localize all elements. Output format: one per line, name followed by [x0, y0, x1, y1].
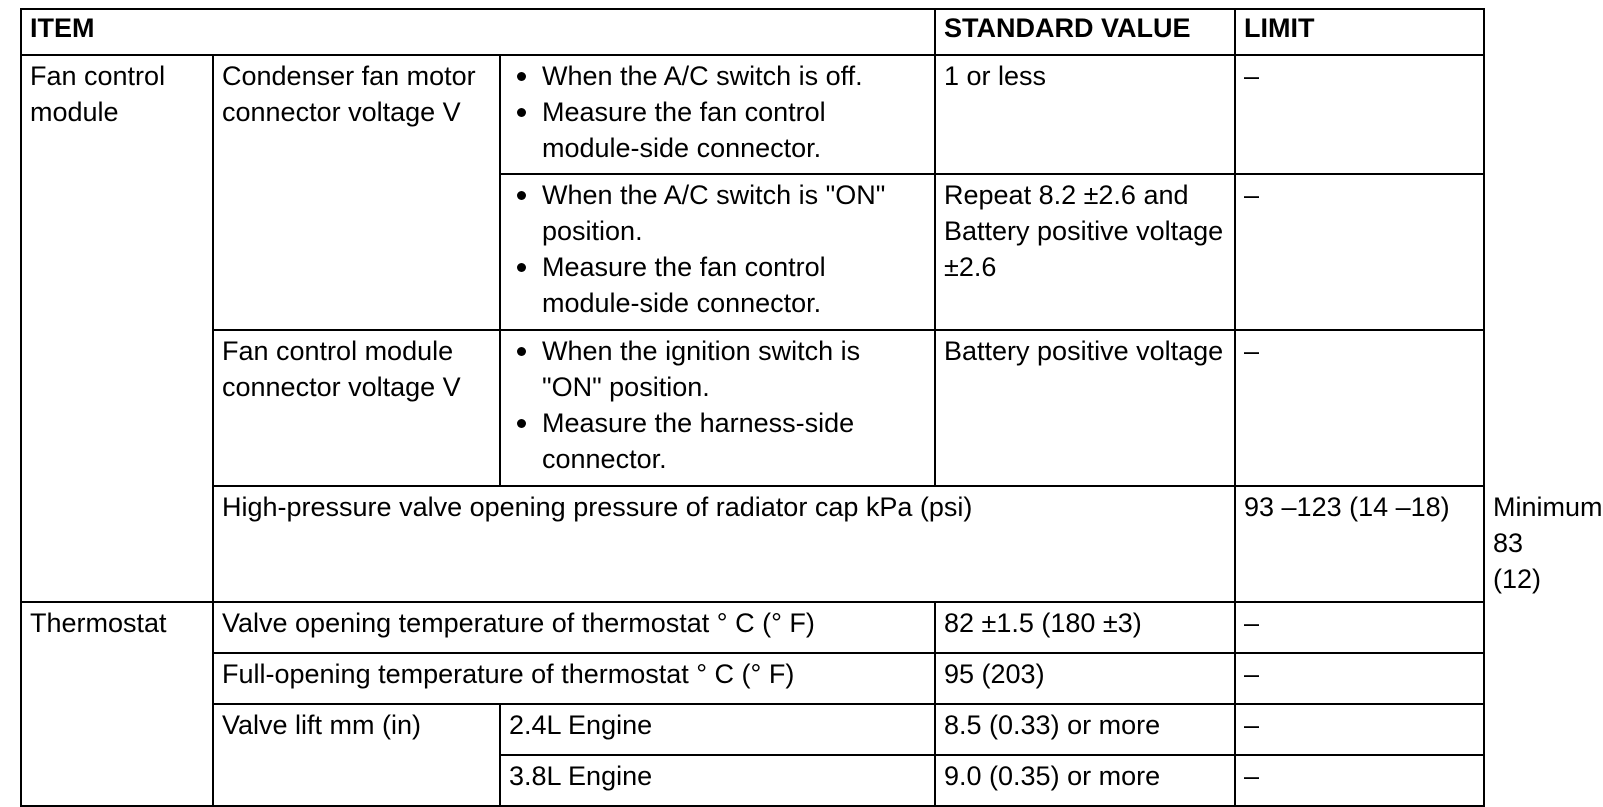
- standard-value: 8.5 (0.33) or more: [935, 704, 1235, 755]
- limit-value: –: [1235, 653, 1484, 704]
- condition-list: [509, 177, 926, 321]
- table-row: [21, 55, 1484, 174]
- table-row: [21, 704, 1484, 755]
- table-row: [21, 602, 1484, 653]
- standard-value: Battery positive voltage: [935, 330, 1235, 486]
- engine-label: 2.4L Engine: [500, 704, 935, 755]
- condition-cell: [500, 174, 935, 330]
- item-fan-module-connector-voltage: Fan control module connector voltage V: [213, 330, 500, 486]
- condition-item: Measure the fan control module-side connector.: [509, 94, 926, 166]
- table-row: [21, 330, 1484, 486]
- condition-list: [509, 58, 926, 166]
- item-full-opening-temperature: Full-opening temperature of thermostat ° C (° F): [213, 653, 935, 704]
- engine-label: 3.8L Engine: [500, 755, 935, 806]
- table-row: High-pressure valve opening pressure of radiator cap kPa (psi) 93 –123 (14 –18) Minimum 83 (12): [21, 486, 1484, 602]
- header-limit: LIMIT: [1235, 9, 1484, 55]
- standard-value: 9.0 (0.35) or more: [935, 755, 1235, 806]
- limit-value: –: [1235, 704, 1484, 755]
- item-radiator-cap-pressure: High-pressure valve opening pressure of radiator cap kPa (psi): [213, 486, 1235, 602]
- condition-item: When the A/C switch is "ON" position.: [509, 177, 926, 249]
- specifications-table: [20, 8, 1603, 807]
- standard-value: 1 or less: [935, 55, 1235, 174]
- limit-value: –: [1235, 330, 1484, 486]
- standard-value: 95 (203): [935, 653, 1235, 704]
- standard-value: Repeat 8.2 ±2.6 and Battery positive voltage ±2.6: [935, 174, 1235, 330]
- header-row: [21, 9, 1484, 55]
- condition-item: When the A/C switch is off.: [509, 58, 926, 94]
- limit-value: –: [1235, 602, 1484, 653]
- limit-value: –: [1235, 755, 1484, 806]
- limit-value: –: [1235, 174, 1484, 330]
- limit-value: –: [1235, 55, 1484, 174]
- condition-item: Measure the fan control module-side connector.: [509, 249, 926, 321]
- standard-value: 93 –123 (14 –18): [1235, 486, 1484, 602]
- item-condenser-fan-voltage: Condenser fan motor connector voltage V: [213, 55, 500, 330]
- group-thermostat: Thermostat: [21, 602, 213, 806]
- condition-item: Measure the harness-side connector.: [509, 405, 926, 477]
- condition-list: [509, 333, 926, 477]
- standard-value: 82 ±1.5 (180 ±3): [935, 602, 1235, 653]
- table-row: [21, 653, 1484, 704]
- condition-cell: [500, 55, 935, 174]
- item-valve-lift: Valve lift mm (in): [213, 704, 500, 806]
- condition-item: When the ignition switch is "ON" position.: [509, 333, 926, 405]
- item-valve-opening-temperature: Valve opening temperature of thermostat ° C (° F): [213, 602, 935, 653]
- header-standard-value: STANDARD VALUE: [935, 9, 1235, 55]
- group-fan-control-module: Fan control module: [21, 55, 213, 602]
- header-item: ITEM: [21, 9, 935, 55]
- condition-cell: [500, 330, 935, 486]
